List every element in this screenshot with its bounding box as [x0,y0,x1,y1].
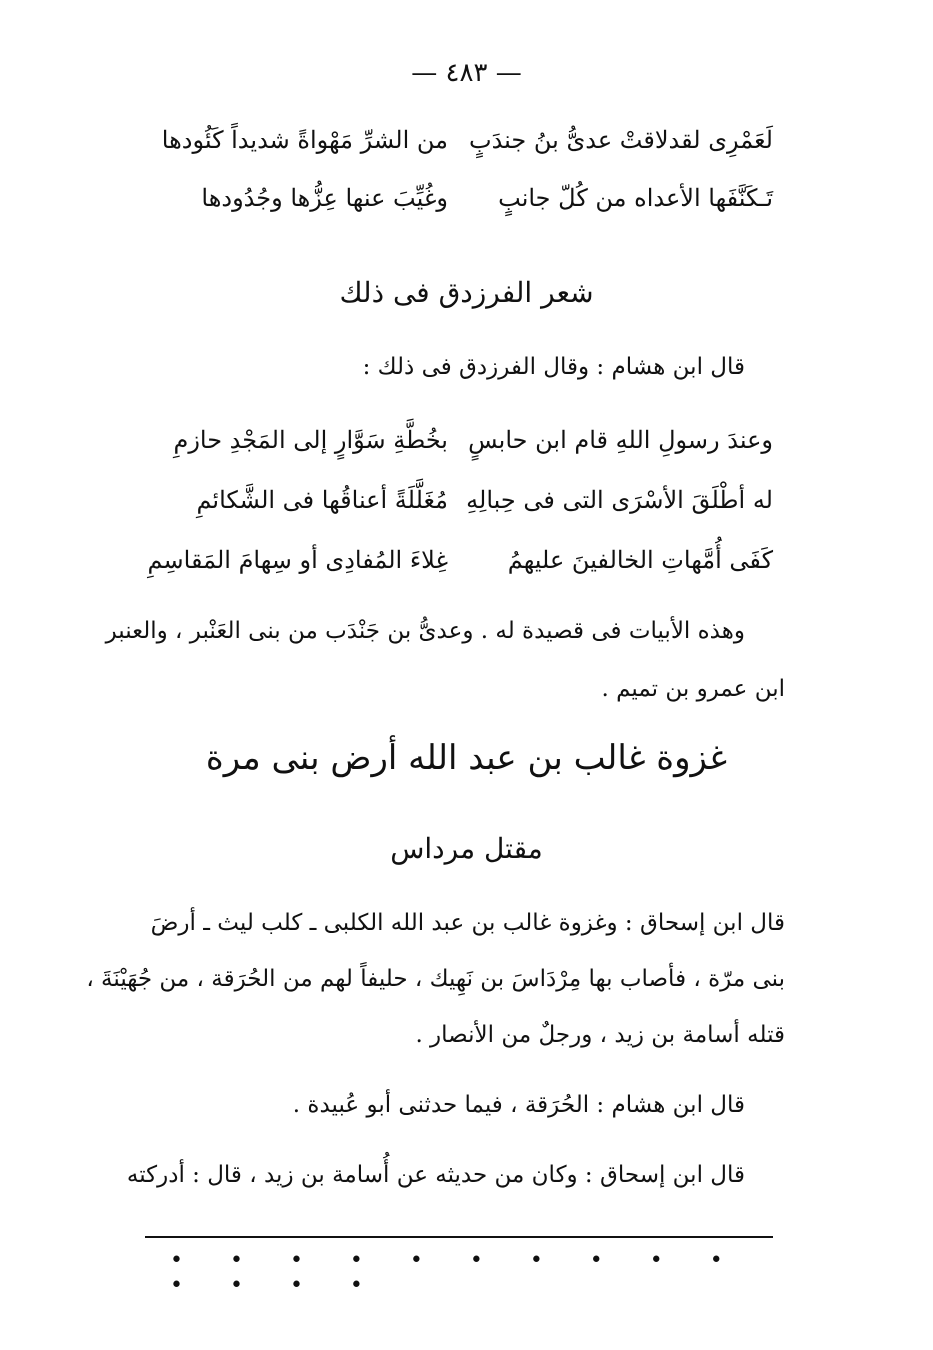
paragraph-3: قال ابن هشام : الحُرَقة ، فيما حدثنى أبو عُبيدة . [292,1092,745,1118]
verse-3-first-half: وعندَ رسولِ اللهِ قام ابن حابسٍ [468,426,773,454]
verse-1-first-half: لَعَمْرِى لقدلاقتْ عدىُّ بنُ جندَبٍ [468,126,773,154]
section-heading-farazdaq: شعر الفرزدق فى ذلك [339,276,594,309]
paragraph-1-line-2: ابن عمرو بن تميم . [601,676,785,702]
verse-2-first-half: تَـكَنَّفَها الأعداه من كُلّ جانبٍ [498,184,773,212]
paragraph-2-line-2: بنى مرّة ، فأصاب بها مِرْدَاسَ بن نَهِيك ، حليفاً لهم من الحُرَقة ، من جُهَيْنَةَ ، [86,966,785,992]
verse-4-second-half: مُغَلَّلَةً أعناقُها فى الشَّكائمِ [196,486,448,514]
paragraph-2-line-1: قال ابن إسحاق : وغزوة غالب بن عبد الله الكلبى ـ كلب ليث ـ أرضَ [150,910,785,936]
footnote-rule [145,1236,773,1238]
verse-4-first-half: له أطْلَقَ الأسْرَى التى فى حِبالِهِ [466,486,773,514]
paragraph-4: قال ابن إسحاق : وكان من حديثه عن أُسامة بن زيد ، قال : أدركته [126,1162,745,1188]
subsection-heading: مقتل مرداس [390,832,543,865]
verse-5-second-half: غِلاءَ المُفادِى أو سِهامَ المَقاسِمِ [147,546,448,574]
verse-2-second-half: وغُيِّبَ عنها عِزُّها وجُدُودها [201,184,448,212]
paragraph-2-line-3: قتله أسامة بن زيد ، ورجلٌ من الأنصار . [415,1022,785,1048]
footer-dots-text: • • • • • • • • • • • • • • [170,1248,743,1298]
verse-5-first-half: كَفَى أُمَّهاتِ الخالفينَ عليهمُ [507,546,773,574]
page-number: — ٤٨٣ — [411,58,522,88]
verse-1-second-half: من الشرِّ مَهْواةً شديداً كَئُودها [161,126,448,154]
paragraph-1-line-1: وهذه الأبيات فى قصيدة له . وعدىُّ بن جَنْدَب من بنى العَنْبر ، والعنبر [105,618,745,644]
verse-3-second-half: بخُطَّةِ سَوَّارٍ إلى المَجْدِ حازمِ [173,426,448,454]
intro-line: قال ابن هشام : وقال الفرزدق فى ذلك : [362,354,745,380]
footer-dots [170,1248,770,1298]
chapter-heading: غزوة غالب بن عبد الله أرض بنى مرة [205,738,728,778]
